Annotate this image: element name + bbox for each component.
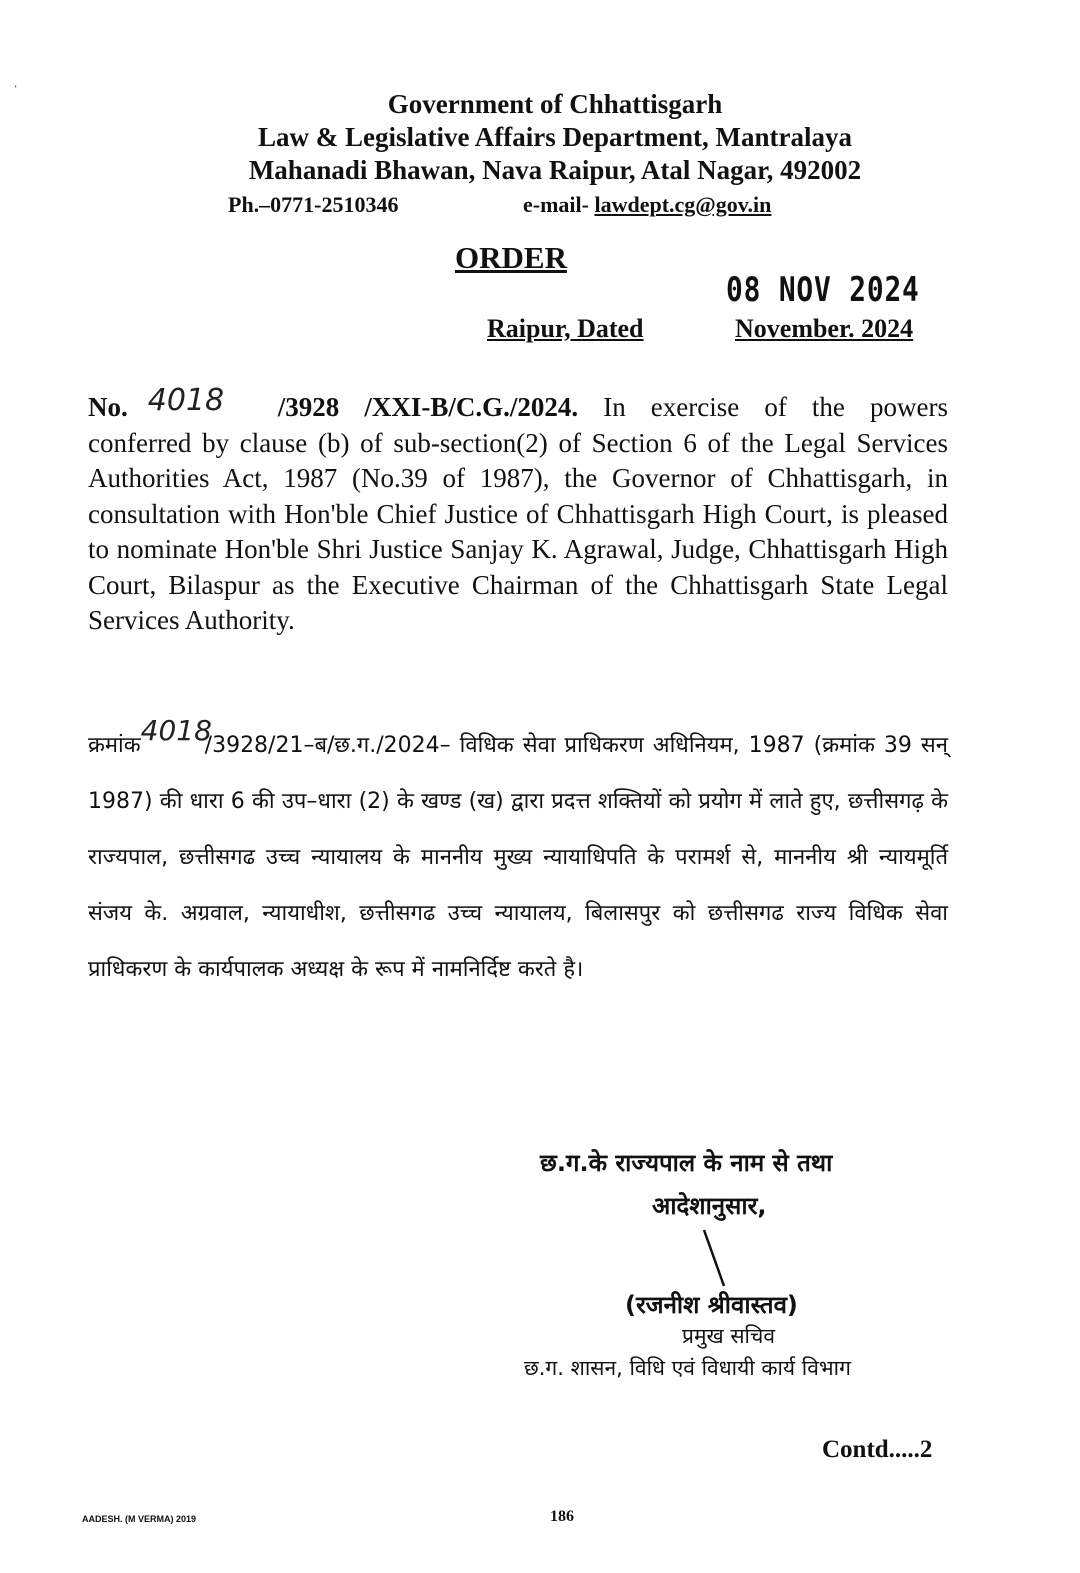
place-dated-text: Raipur, Dated: [487, 314, 644, 343]
phone-number: Ph.–0771-2510346: [228, 192, 399, 217]
hindi-order-reference: /3928/21–ब/छ.ग./2024–: [204, 733, 451, 758]
signatory-name: (रजनीश श्रीवास्तव): [625, 1291, 798, 1319]
letterhead: [0, 88, 1080, 187]
order-number-label: No.: [88, 392, 128, 422]
hindi-kramank-label: क्रमांक: [88, 733, 141, 758]
order-title: ORDER: [455, 240, 567, 275]
order-month-year: November. 2024: [735, 314, 914, 343]
english-order-body: In exercise of the powers conferred by clause (b) of sub-section(2) of Section 6 of the Legal Services Authorities Act, 1987 (No.39 of 1987), the Governor of Chhattisgarh, in consultation with Hon'ble Chief Justice of Chhattisgarh High Court, is pleased to nominate Hon'ble Shri Justice Sanjay K. Agrawal, Judge, Chhattisgarh High Court, Bilaspur as the Executive Chairman of the Chhattisgarh State Legal Services Authority.: [88, 392, 948, 635]
page-number: 186: [550, 1508, 574, 1525]
hindi-order-paragraph: [88, 703, 948, 998]
english-order-paragraph: [88, 383, 948, 639]
signatory-department: छ.ग. शासन, विधि एवं विधायी कार्य विभाग: [524, 1356, 851, 1380]
email-label: e-mail-: [523, 192, 595, 217]
letterhead-department: Law & Legislative Affairs Department, Mantralaya: [258, 122, 852, 152]
letterhead-government: Government of Chhattisgarh: [387, 89, 723, 119]
handwritten-order-number: 4018: [147, 383, 225, 418]
email-line: [523, 192, 771, 218]
corner-mark: ʻ: [14, 84, 18, 95]
signatory-designation: प्रमुख सचिव: [682, 1324, 776, 1348]
by-order-of-governor: छ.ग.के राज्यपाल के नाम से तथा: [540, 1149, 833, 1177]
continued-note: Contd.....2: [822, 1436, 933, 1463]
as-per-order: आदेशानुसार,: [652, 1192, 767, 1220]
signature-stroke: [700, 1228, 730, 1288]
date-stamp: 08 NOV 2024: [726, 270, 920, 310]
order-reference: /3928 /XXI-B/C.G./2024.: [277, 392, 579, 422]
handwritten-hindi-number: 4018: [140, 714, 212, 747]
hindi-order-body: विधिक सेवा प्राधिकरण अधिनियम, 1987 (क्रमांक 39 सन् 1987) की धारा 6 की उप–धारा (2) के खण्ड (ख) द्वारा प्रदत्त शक्तियों को प्रयोग में लाते हुए, छत्तीसगढ़ के राज्यपाल, छत्तीसगढ उच्च न्यायालय के माननीय मुख्य न्यायाधिपति के परामर्श से, माननीय श्री न्यायमूर्ति संजय के. अग्रवाल, न्यायाधीश, छत्तीसगढ उच्च न्यायालय, बिलासपुर को छत्तीसगढ राज्य विधिक सेवा प्राधिकरण के कार्यपालक अध्यक्ष के रूप में नामनिर्दिष्ट करते है।: [88, 733, 948, 982]
email-address: lawdept.cg@gov.in: [594, 192, 772, 217]
print-imprint: AADESH. (M VERMA) 2019: [82, 1514, 197, 1524]
letterhead-address: Mahanadi Bhawan, Nava Raipur, Atal Nagar, 492002: [248, 155, 862, 185]
place-dated: [487, 314, 644, 344]
